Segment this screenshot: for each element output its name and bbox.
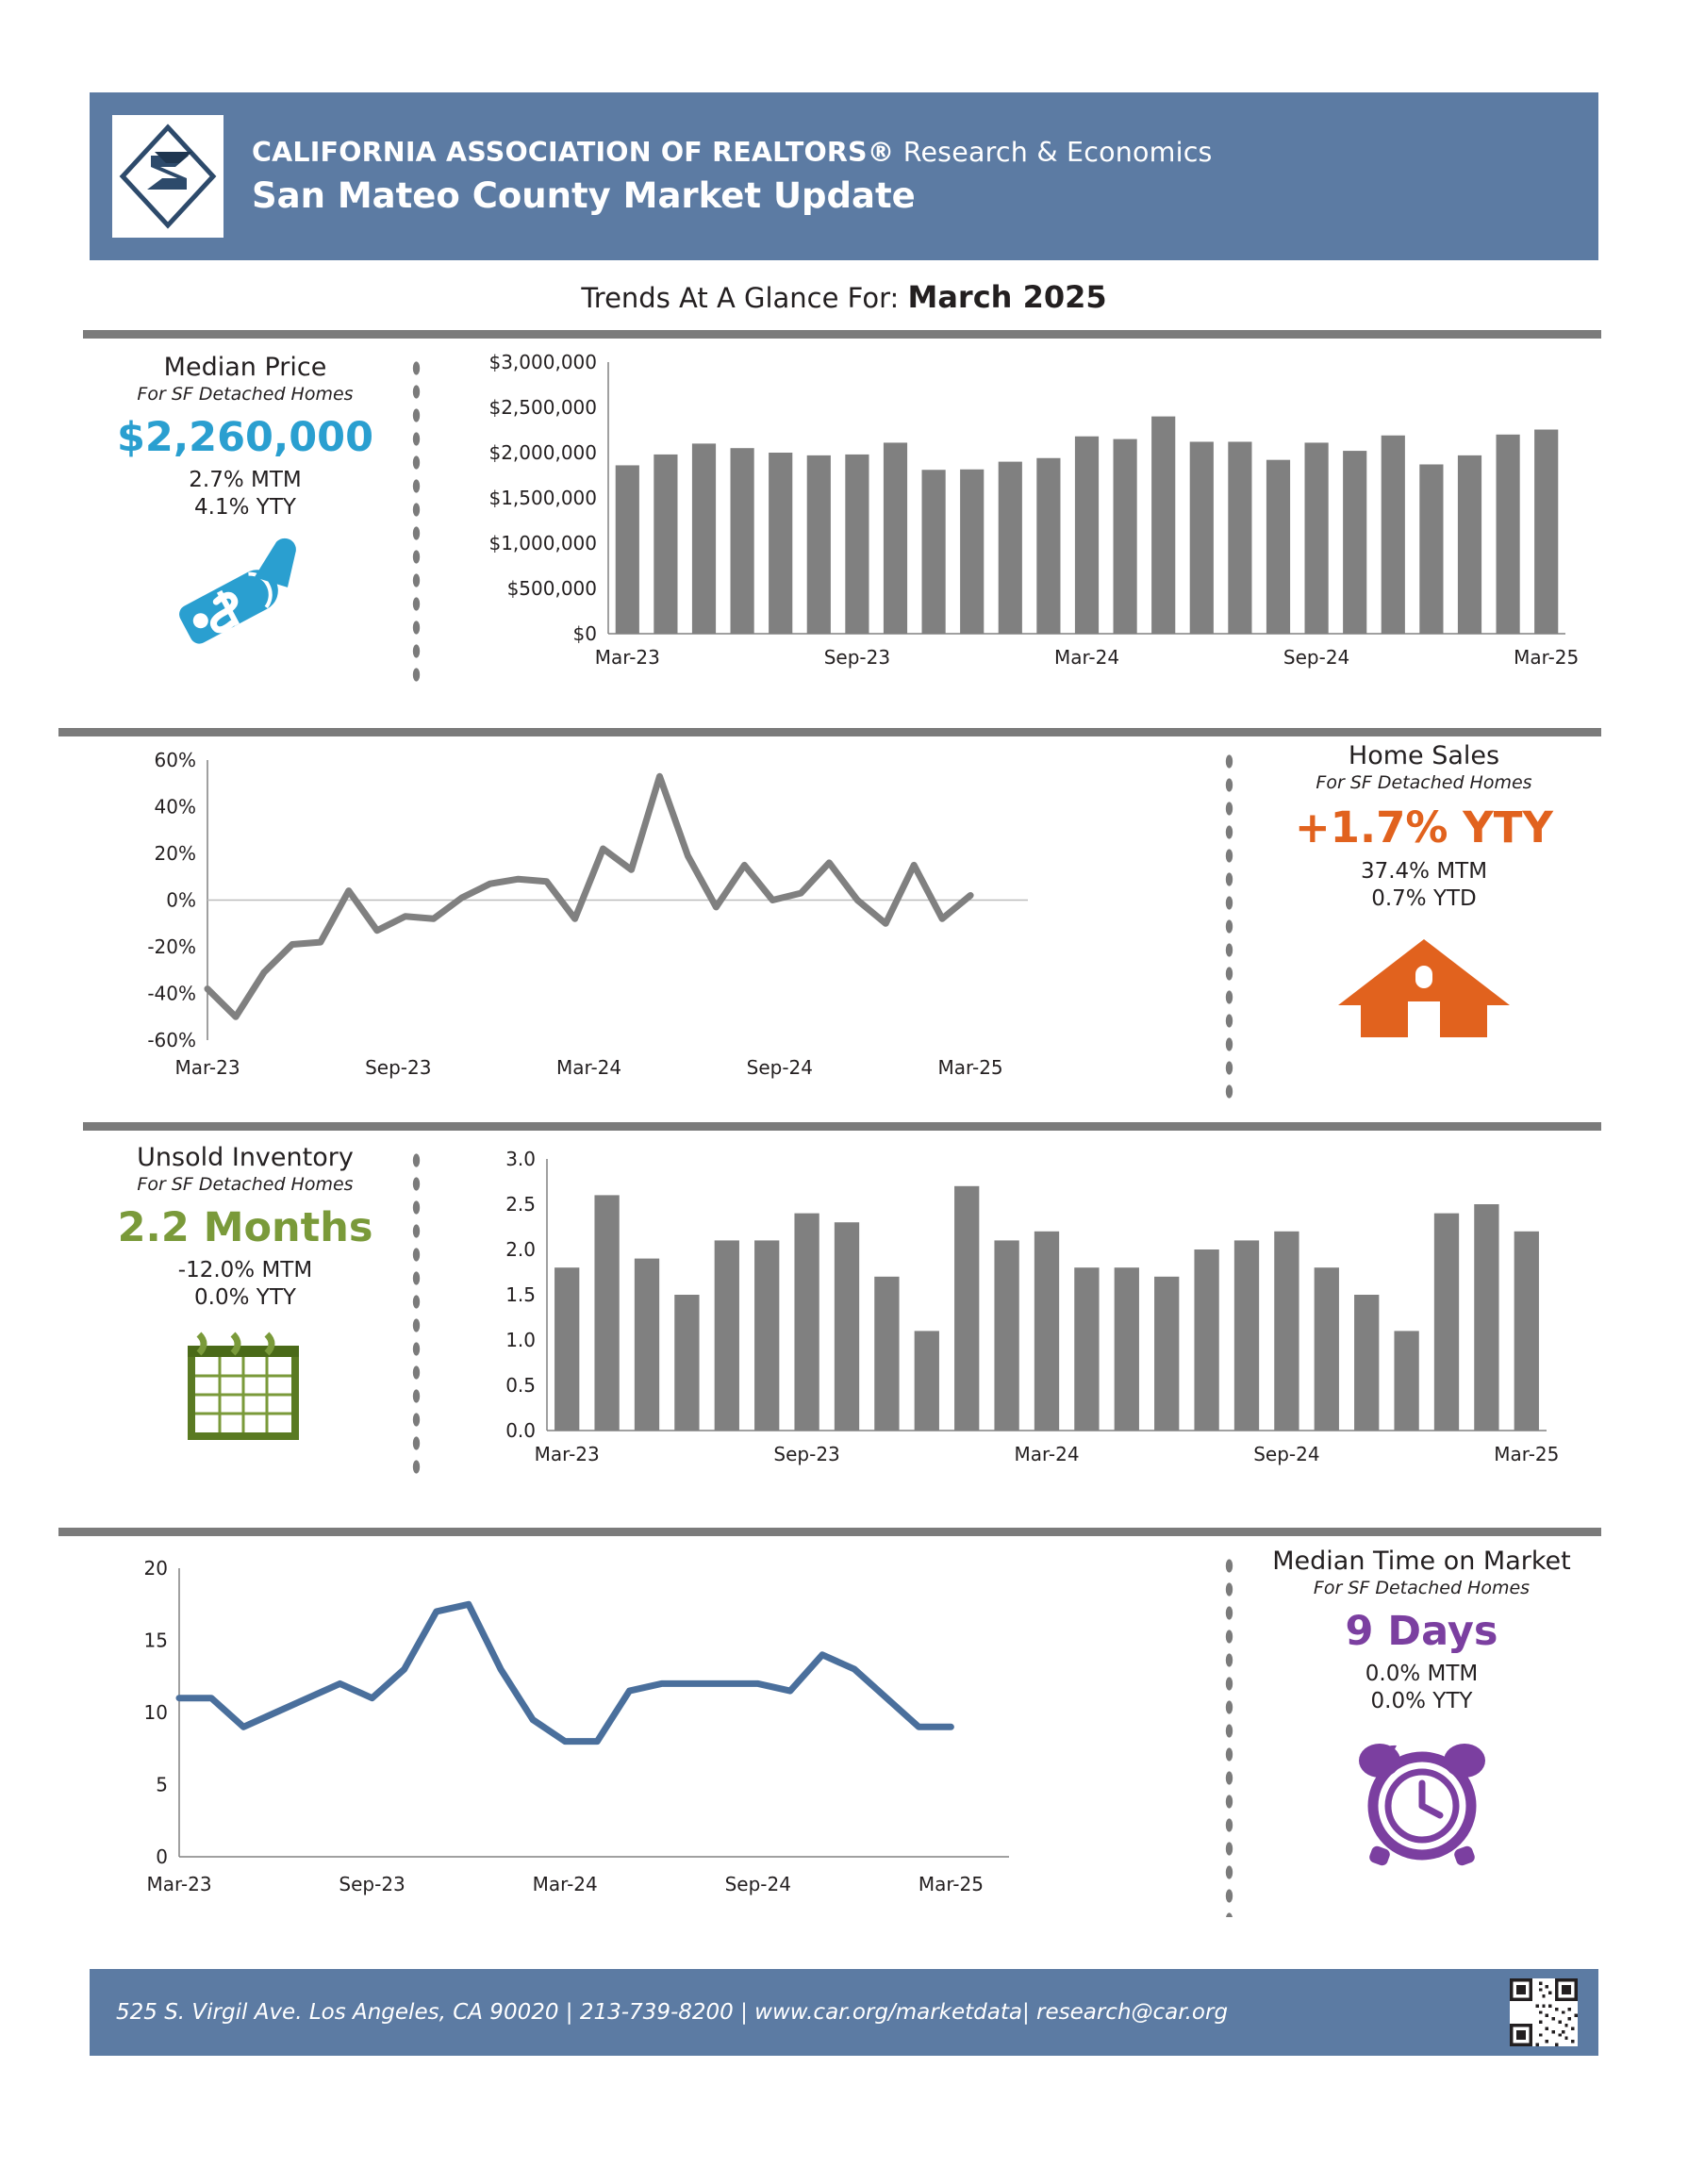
dotted-divider-2 <box>1223 750 1235 1099</box>
calendar-icon <box>174 1325 316 1457</box>
svg-text:15: 15 <box>143 1629 168 1652</box>
qr-code-icon <box>1510 1978 1578 2046</box>
svg-text:Sep-23: Sep-23 <box>339 1873 405 1895</box>
stat-mtm: 0.0% MTM <box>1365 1662 1479 1686</box>
stat-value: $2,260,000 <box>116 414 374 461</box>
dotted-divider-4 <box>1223 1554 1235 1917</box>
svg-text:-40%: -40% <box>147 982 196 1005</box>
price-tag-icon <box>160 535 330 657</box>
svg-text:$2,500,000: $2,500,000 <box>488 396 597 419</box>
svg-text:Sep-23: Sep-23 <box>365 1056 432 1079</box>
section-divider-1 <box>83 330 1601 339</box>
trends-at-a-glance <box>0 279 1688 315</box>
svg-text:0: 0 <box>156 1845 168 1868</box>
svg-text:Mar-24: Mar-24 <box>1014 1443 1080 1465</box>
svg-text:Sep-24: Sep-24 <box>746 1056 814 1079</box>
svg-text:Sep-24: Sep-24 <box>1283 646 1350 669</box>
stat-value: +1.7% YTY <box>1294 802 1554 852</box>
svg-text:$3,000,000: $3,000,000 <box>488 351 597 373</box>
svg-text:Mar-23: Mar-23 <box>534 1443 600 1465</box>
svg-text:0.5: 0.5 <box>505 1374 536 1397</box>
svg-text:Mar-23: Mar-23 <box>594 646 660 669</box>
svg-text:Mar-25: Mar-25 <box>937 1056 1003 1079</box>
svg-text:60%: 60% <box>154 749 196 771</box>
svg-text:0.0: 0.0 <box>505 1419 536 1442</box>
chart-home-sales <box>75 745 1198 1099</box>
stat-home-sales <box>1254 741 1594 1049</box>
header-org-line <box>252 137 1213 168</box>
stat-yty: 4.1% YTY <box>194 494 296 520</box>
svg-text:Mar-25: Mar-25 <box>1514 646 1580 669</box>
chart-unsold-inventory <box>443 1146 1565 1485</box>
svg-text:Sep-23: Sep-23 <box>823 646 891 669</box>
stat-mtm: 37.4% MTM <box>1360 859 1488 884</box>
svg-text:Sep-23: Sep-23 <box>773 1443 840 1465</box>
stat-ytd: 0.7% YTD <box>1371 885 1477 911</box>
svg-text:20: 20 <box>143 1557 168 1580</box>
svg-text:$1,500,000: $1,500,000 <box>488 487 597 509</box>
section-divider-2 <box>58 728 1601 736</box>
svg-text:Mar-24: Mar-24 <box>1053 646 1120 669</box>
svg-text:Sep-24: Sep-24 <box>724 1873 791 1895</box>
svg-text:-20%: -20% <box>147 935 196 958</box>
dotted-divider-1 <box>410 356 422 687</box>
trends-prefix: Trends At A Glance For: <box>581 282 900 314</box>
svg-text:1.5: 1.5 <box>505 1283 536 1306</box>
stat-value: 9 Days <box>1345 1608 1498 1655</box>
section-divider-4 <box>58 1528 1601 1536</box>
stat-subtitle: For SF Detached Homes <box>137 1174 354 1195</box>
alarm-clock-icon <box>1342 1729 1502 1870</box>
stat-title: Unsold Inventory <box>137 1143 354 1172</box>
stat-mtm: -12.0% MTM <box>177 1258 313 1282</box>
svg-text:Mar-24: Mar-24 <box>532 1873 598 1895</box>
footer-contact-text: 525 S. Virgil Ave. Los Angeles, CA 90020 | 213-739-8200 | www.car.org/marketdata| research@car.org <box>116 2000 1229 2025</box>
page-title: San Mateo County Market Update <box>252 175 916 216</box>
chart-median-price <box>443 349 1584 688</box>
svg-text:5: 5 <box>156 1773 168 1796</box>
stat-title: Median Price <box>163 353 327 382</box>
svg-text:3.0: 3.0 <box>505 1148 536 1170</box>
stat-unsold-inventory <box>90 1143 401 1457</box>
stat-value: 2.2 Months <box>117 1204 373 1251</box>
house-icon <box>1334 926 1514 1049</box>
svg-text:$1,000,000: $1,000,000 <box>488 532 597 554</box>
svg-text:-60%: -60% <box>147 1029 196 1051</box>
stat-median-price <box>90 353 401 657</box>
svg-text:20%: 20% <box>154 842 196 865</box>
stat-subtitle: For SF Detached Homes <box>1316 772 1532 793</box>
page-header <box>90 92 1598 260</box>
svg-text:$500,000: $500,000 <box>506 577 597 600</box>
stat-mtm: 2.7% MTM <box>189 468 302 492</box>
svg-text:Mar-25: Mar-25 <box>1494 1443 1560 1465</box>
svg-text:Mar-24: Mar-24 <box>555 1056 622 1079</box>
svg-text:Mar-25: Mar-25 <box>918 1873 984 1895</box>
svg-text:Sep-24: Sep-24 <box>1253 1443 1320 1465</box>
header-org-rest: Research & Economics <box>894 137 1213 168</box>
header-org-bold: CALIFORNIA ASSOCIATION OF REALTORS® <box>252 137 895 168</box>
dotted-divider-3 <box>410 1149 422 1479</box>
page-footer <box>90 1969 1598 2056</box>
svg-text:10: 10 <box>143 1701 168 1724</box>
svg-text:$0: $0 <box>572 622 597 645</box>
stat-subtitle: For SF Detached Homes <box>137 384 354 405</box>
svg-text:$2,000,000: $2,000,000 <box>488 441 597 464</box>
section-divider-3 <box>83 1122 1601 1131</box>
chart-median-time-on-market <box>75 1551 1188 1919</box>
trends-period: March 2025 <box>907 279 1107 315</box>
header-text-block <box>252 137 1213 216</box>
svg-text:1.0: 1.0 <box>505 1329 536 1351</box>
stat-title: Home Sales <box>1348 741 1500 770</box>
stat-subtitle: For SF Detached Homes <box>1313 1578 1531 1598</box>
stat-yty: 0.0% YTY <box>1370 1688 1473 1713</box>
stat-yty: 0.0% YTY <box>194 1284 296 1310</box>
car-logo <box>112 115 223 238</box>
svg-text:40%: 40% <box>154 795 196 819</box>
svg-text:0%: 0% <box>166 888 196 912</box>
svg-text:Mar-23: Mar-23 <box>174 1056 240 1079</box>
svg-text:2.0: 2.0 <box>505 1238 536 1261</box>
car-diamond-logo-icon <box>119 124 217 229</box>
svg-text:2.5: 2.5 <box>505 1193 536 1216</box>
stat-median-time-on-market <box>1245 1547 1598 1870</box>
svg-text:Mar-23: Mar-23 <box>146 1873 212 1895</box>
stat-title: Median Time on Market <box>1272 1547 1571 1576</box>
